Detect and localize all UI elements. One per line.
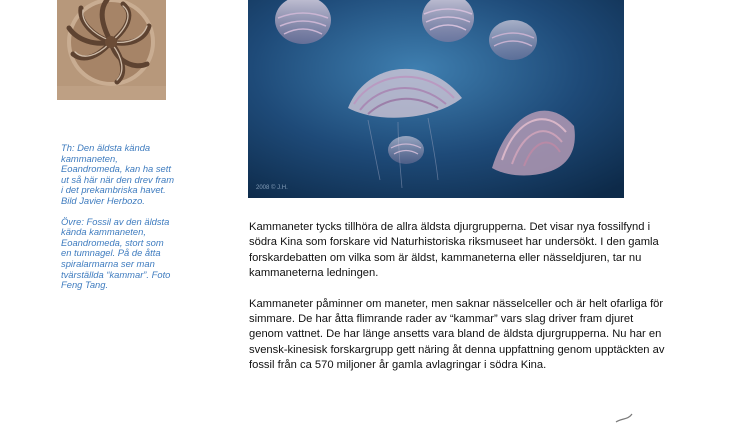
caption-column xyxy=(61,143,176,301)
decorative-mark xyxy=(614,408,634,428)
fossil-photo xyxy=(57,0,166,100)
hero-illustration xyxy=(248,0,624,198)
caption-lead: Th: Den äldsta kända kammaneten, Eoandromeda, kan ha sett ut så här när den drev fram i det prekambriska havet. Bild Javier Herbozo. xyxy=(61,142,175,206)
article-body xyxy=(249,220,669,389)
article-paragraph: Kammaneter påminner om maneter, men saknar nässelceller och är helt ofarliga för simmare. De har åtta flimrande rader av “kammar” vars slag driver fram djuret genom vattnet. De har länge ansetts vara bland de äldsta djurgrupperna. Nu har en svensk-kinesisk forskargrupp gett näring åt denna uppfattning genom upptäckten av fossil från ca 570 miljoner år gamla avlagringar i södra Kina. xyxy=(249,297,665,372)
hero-watermark: 2008 © J.H. xyxy=(256,185,288,191)
jellyfish-top-right xyxy=(489,20,537,60)
caption-fossil: Övre: Fossil av den äldsta kända kammaneten, Eoandromeda, stort som en tumnagel. På de åtta spiralarmarna ser man tvärställda “kammar”. Foto Feng Tang. xyxy=(61,215,171,291)
article-paragraph: Kammaneter tycks tillhöra de allra äldsta djurgrupperna. Det visar nya fossilfynd i södra Kina som forskare vid Naturhistoriska riksmuseet har undersökt. I den gamla forskardebatten om vilka som är äldst, kammaneterna eller nässeldjuren, tar nu kammaneterna ledningen. xyxy=(249,221,659,280)
jellyfish-lower-left xyxy=(388,136,424,164)
